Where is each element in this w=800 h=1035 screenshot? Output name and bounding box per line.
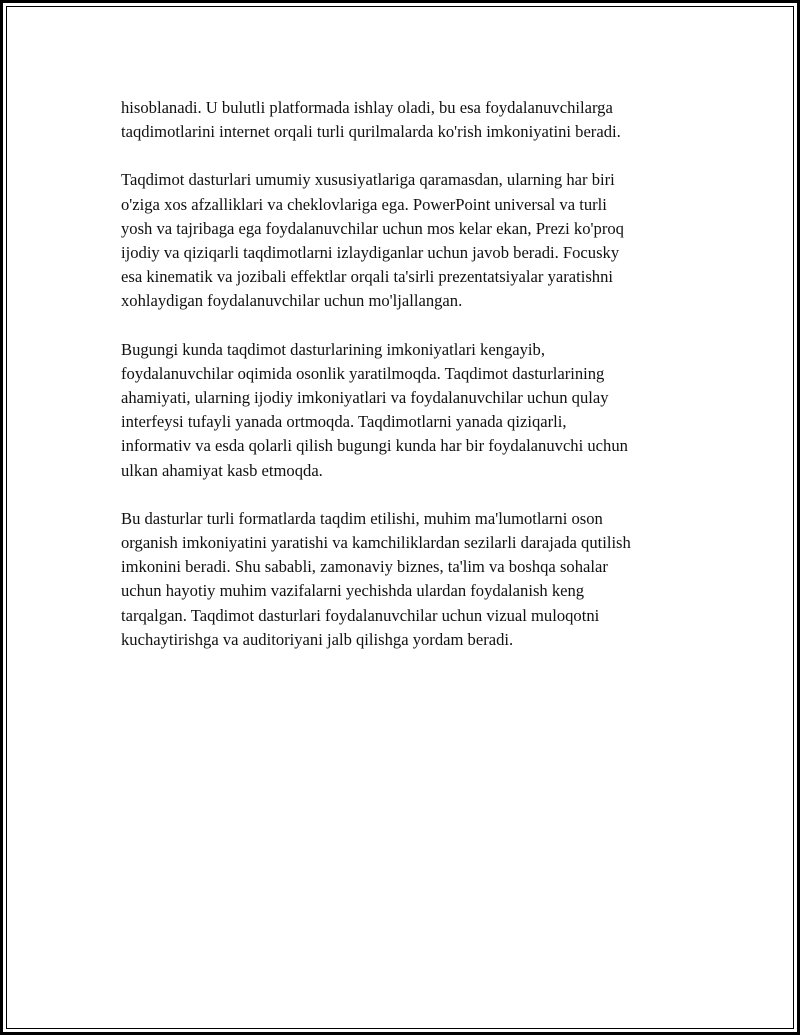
text-line: informativ va esda qolarli qilish bugungi kunda har bir foydalanuvchi uchun <box>121 436 628 456</box>
text-line: ijodiy va qiziqarli taqdimotlarni izlaydiganlar uchun javob beradi. Focusky <box>121 243 620 263</box>
text-line: o'ziga xos afzalliklari va cheklovlariga ega. PowerPoint universal va turli <box>121 194 607 214</box>
text-line: tarqalgan. Taqdimot dasturlari foydalanuvchilar uchun vizual muloqotni <box>121 605 600 625</box>
text-line: hisoblanadi. U bulutli platformada ishlay oladi, bu esa foydalanuvchilarga <box>121 98 613 117</box>
paragraph-3 <box>121 338 693 483</box>
text-line: ulkan ahamiyat kasb etmoqda. <box>121 460 323 480</box>
text-line: Taqdimot dasturlari umumiy xususiyatlariga qaramasdan, ularning har biri <box>121 170 615 190</box>
text-line: taqdimotlarini internet orqali turli qurilmalarda ko'rish imkoniyatini beradi. <box>121 122 621 142</box>
paragraph-1 <box>121 96 693 144</box>
text-line: Bugungi kunda taqdimot dasturlarining imkoniyatlari kengayib, <box>121 339 545 359</box>
text-line: yosh va tajribaga ega foydalanuvchilar uchun mos kelar ekan, Prezi ko'proq <box>121 218 624 238</box>
text-line: xohlaydigan foydalanuvchilar uchun mo'ljallangan. <box>121 291 463 311</box>
paragraph-4 <box>121 507 693 652</box>
text-line: uchun hayotiy muhim vazifalarni yechishda ulardan foydalanish keng <box>121 581 585 601</box>
text-line: esa kinematik va jozibali effektlar orqali ta'sirli prezentatsiyalar yaratishni <box>121 267 614 287</box>
text-line: foydalanuvchilar oqimida osonlik yaratilmoqda. Taqdimot dasturlarining <box>121 363 605 383</box>
text-line: imkonini beradi. Shu sababli, zamonaviy biznes, ta'lim va boshqa sohalar <box>121 557 608 577</box>
text-line: interfeysi tufayli yanada ortmoqda. Taqdimotlarni yanada qiziqarli, <box>121 412 567 432</box>
text-line: kuchaytirishga va auditoriyani jalb qilishga yordam beradi. <box>121 629 514 649</box>
paragraph-2 <box>121 168 693 313</box>
document-body <box>121 96 693 676</box>
text-line: organish imkoniyatini yaratishi va kamchiliklardan sezilarli darajada qutilish <box>121 533 631 553</box>
text-line: ahamiyati, ularning ijodiy imkoniyatlari va foydalanuvchilar uchun qulay <box>121 388 609 408</box>
text-line: Bu dasturlar turli formatlarda taqdim etilishi, muhim ma'lumotlarni oson <box>121 508 603 528</box>
